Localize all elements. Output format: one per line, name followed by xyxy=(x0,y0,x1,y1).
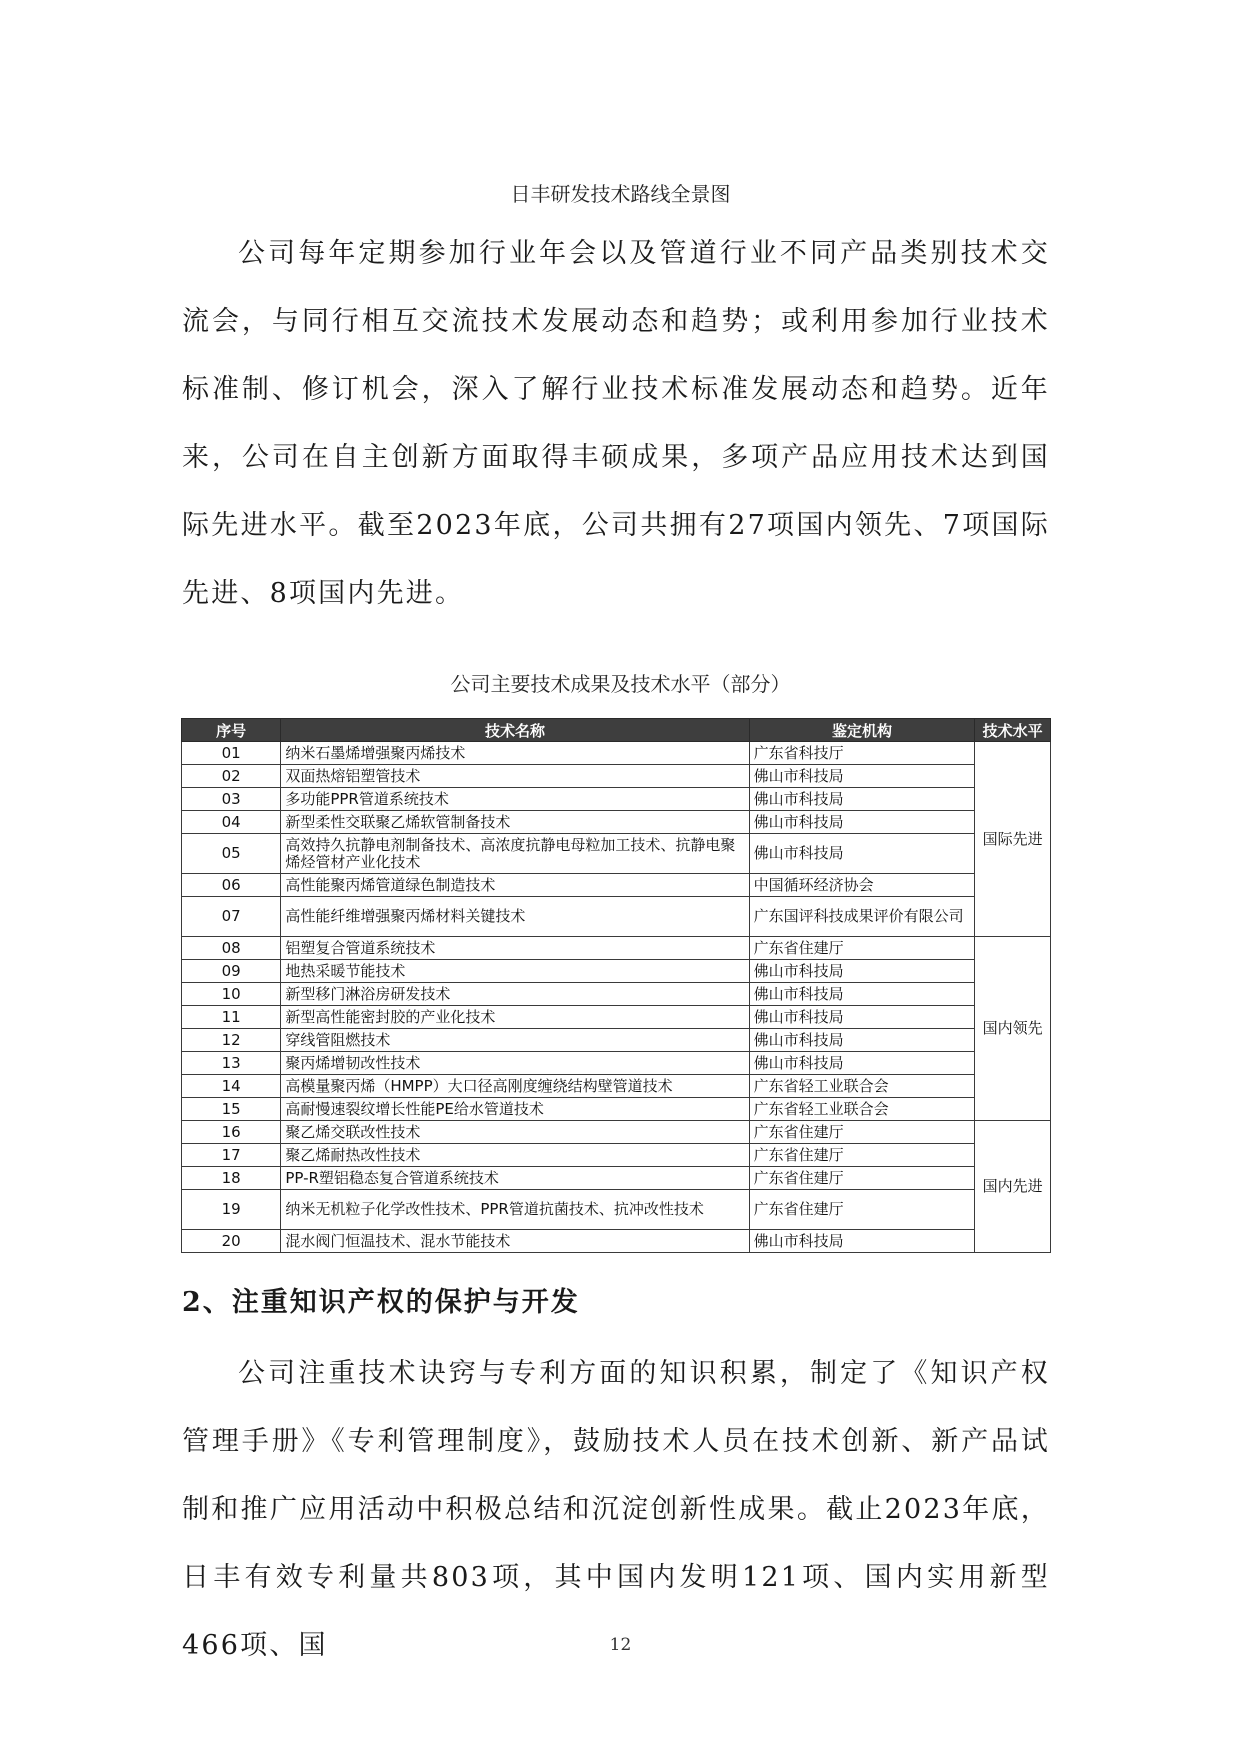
cell-org: 广东省轻工业联合会 xyxy=(749,1075,975,1098)
page-number: 12 xyxy=(609,1635,632,1655)
cell-name: 穿线管阻燃技术 xyxy=(281,1029,749,1052)
paragraph-ip-protection: 公司注重技术诀窍与专利方面的知识积累，制定了《知识产权管理手册》《专利管理制度》，鼓励技术人员在技术创新、新产品试制和推广应用活动中积极总结和沉淀创新性成果。截止2023年底，日丰有效专利量共803项，其中国内发明121项、国内实用新型466项、国 xyxy=(182,1358,1050,1661)
table-row xyxy=(182,765,1051,788)
cell-org: 广东省住建厅 xyxy=(749,1144,975,1167)
table-row xyxy=(182,1029,1051,1052)
tech-achievements-table xyxy=(181,718,1051,1253)
figure-caption: 日丰研发技术路线全景图 xyxy=(510,182,731,206)
cell-name: 铝塑复合管道系统技术 xyxy=(281,937,749,960)
header-org: 鉴定机构 xyxy=(749,719,975,742)
cell-org: 中国循环经济协会 xyxy=(749,874,975,897)
cell-org: 佛山市科技局 xyxy=(749,834,975,874)
cell-org: 佛山市科技局 xyxy=(749,960,975,983)
cell-name: 混水阀门恒温技术、混水节能技术 xyxy=(281,1230,749,1253)
cell-name: 聚乙烯耐热改性技术 xyxy=(281,1144,749,1167)
cell-no: 18 xyxy=(182,1167,281,1190)
cell-no: 14 xyxy=(182,1075,281,1098)
table-row xyxy=(182,1230,1051,1253)
table-row xyxy=(182,937,1051,960)
paragraph-tech-exchange: 公司每年定期参加行业年会以及管道行业不同产品类别技术交流会，与同行相互交流技术发展动态和趋势；或利用参加行业技术标准制、修订机会，深入了解行业技术标准发展动态和趋势。近年来，公司在自主创新方面取得丰硕成果，多项产品应用技术达到国际先进水平。截至2023年底，公司共拥有27项国内领先、7项国际先进、8项国内先进。 xyxy=(182,238,1050,609)
cell-name: 高效持久抗静电剂制备技术、高浓度抗静电母粒加工技术、抗静电聚烯烃管材产业化技术 xyxy=(281,834,749,874)
table-row xyxy=(182,742,1051,765)
cell-org: 佛山市科技局 xyxy=(749,1006,975,1029)
cell-no: 13 xyxy=(182,1052,281,1075)
cell-no: 12 xyxy=(182,1029,281,1052)
cell-name: 新型柔性交联聚乙烯软管制备技术 xyxy=(281,811,749,834)
table-row xyxy=(182,1006,1051,1029)
cell-org: 广东省住建厅 xyxy=(749,1167,975,1190)
cell-no: 20 xyxy=(182,1230,281,1253)
cell-no: 16 xyxy=(182,1121,281,1144)
table-row xyxy=(182,1167,1051,1190)
cell-name: 多功能PPR管道系统技术 xyxy=(281,788,749,811)
table-row xyxy=(182,1052,1051,1075)
cell-org: 佛山市科技局 xyxy=(749,788,975,811)
cell-org: 佛山市科技局 xyxy=(749,983,975,1006)
table-row xyxy=(182,983,1051,1006)
cell-org: 佛山市科技局 xyxy=(749,1052,975,1075)
cell-no: 15 xyxy=(182,1098,281,1121)
cell-org: 佛山市科技局 xyxy=(749,1029,975,1052)
cell-no: 19 xyxy=(182,1190,281,1230)
cell-org: 广东国评科技成果评价有限公司 xyxy=(749,897,975,937)
section-heading: 2、注重知识产权的保护与开发 xyxy=(182,1287,580,1318)
cell-no: 01 xyxy=(182,742,281,765)
cell-no: 05 xyxy=(182,834,281,874)
cell-no: 11 xyxy=(182,1006,281,1029)
table-header-row xyxy=(182,719,1051,742)
cell-org: 广东省住建厅 xyxy=(749,1121,975,1144)
cell-level-domestic-leading: 国内领先 xyxy=(975,937,1051,1121)
cell-org: 广东省轻工业联合会 xyxy=(749,1098,975,1121)
header-no: 序号 xyxy=(182,719,281,742)
cell-name: 地热采暖节能技术 xyxy=(281,960,749,983)
cell-name: 聚乙烯交联改性技术 xyxy=(281,1121,749,1144)
cell-no: 02 xyxy=(182,765,281,788)
header-name: 技术名称 xyxy=(281,719,749,742)
cell-name: 高耐慢速裂纹增长性能PE给水管道技术 xyxy=(281,1098,749,1121)
cell-name: 新型高性能密封胶的产业化技术 xyxy=(281,1006,749,1029)
cell-name: 双面热熔铝塑管技术 xyxy=(281,765,749,788)
table-row xyxy=(182,1098,1051,1121)
cell-level-international-advanced: 国际先进 xyxy=(975,742,1051,937)
header-level: 技术水平 xyxy=(975,719,1051,742)
cell-no: 08 xyxy=(182,937,281,960)
cell-name: 聚丙烯增韧改性技术 xyxy=(281,1052,749,1075)
cell-name: 高模量聚丙烯（HMPP）大口径高刚度缠绕结构壁管道技术 xyxy=(281,1075,749,1098)
cell-no: 04 xyxy=(182,811,281,834)
cell-no: 09 xyxy=(182,960,281,983)
cell-org: 佛山市科技局 xyxy=(749,1230,975,1253)
cell-org: 佛山市科技局 xyxy=(749,765,975,788)
cell-org: 广东省科技厅 xyxy=(749,742,975,765)
cell-no: 17 xyxy=(182,1144,281,1167)
table-caption: 公司主要技术成果及技术水平（部分） xyxy=(450,672,791,696)
cell-name: 纳米石墨烯增强聚丙烯技术 xyxy=(281,742,749,765)
cell-name: 新型移门淋浴房研发技术 xyxy=(281,983,749,1006)
table-row xyxy=(182,1190,1051,1230)
table-row xyxy=(182,788,1051,811)
table-row xyxy=(182,897,1051,937)
cell-no: 07 xyxy=(182,897,281,937)
cell-no: 10 xyxy=(182,983,281,1006)
cell-org: 广东省住建厅 xyxy=(749,937,975,960)
table-row xyxy=(182,834,1051,874)
table-row xyxy=(182,1121,1051,1144)
cell-no: 06 xyxy=(182,874,281,897)
table-row xyxy=(182,960,1051,983)
cell-name: 高性能纤维增强聚丙烯材料关键技术 xyxy=(281,897,749,937)
cell-name: 高性能聚丙烯管道绿色制造技术 xyxy=(281,874,749,897)
cell-no: 03 xyxy=(182,788,281,811)
cell-name: 纳米无机粒子化学改性技术、PPR管道抗菌技术、抗冲改性技术 xyxy=(281,1190,749,1230)
table-row xyxy=(182,811,1051,834)
cell-name: PP-R塑铝稳态复合管道系统技术 xyxy=(281,1167,749,1190)
table-row xyxy=(182,1144,1051,1167)
cell-org: 佛山市科技局 xyxy=(749,811,975,834)
cell-level-domestic-advanced: 国内先进 xyxy=(975,1121,1051,1253)
table-row xyxy=(182,1075,1051,1098)
cell-org: 广东省住建厅 xyxy=(749,1190,975,1230)
table-row xyxy=(182,874,1051,897)
